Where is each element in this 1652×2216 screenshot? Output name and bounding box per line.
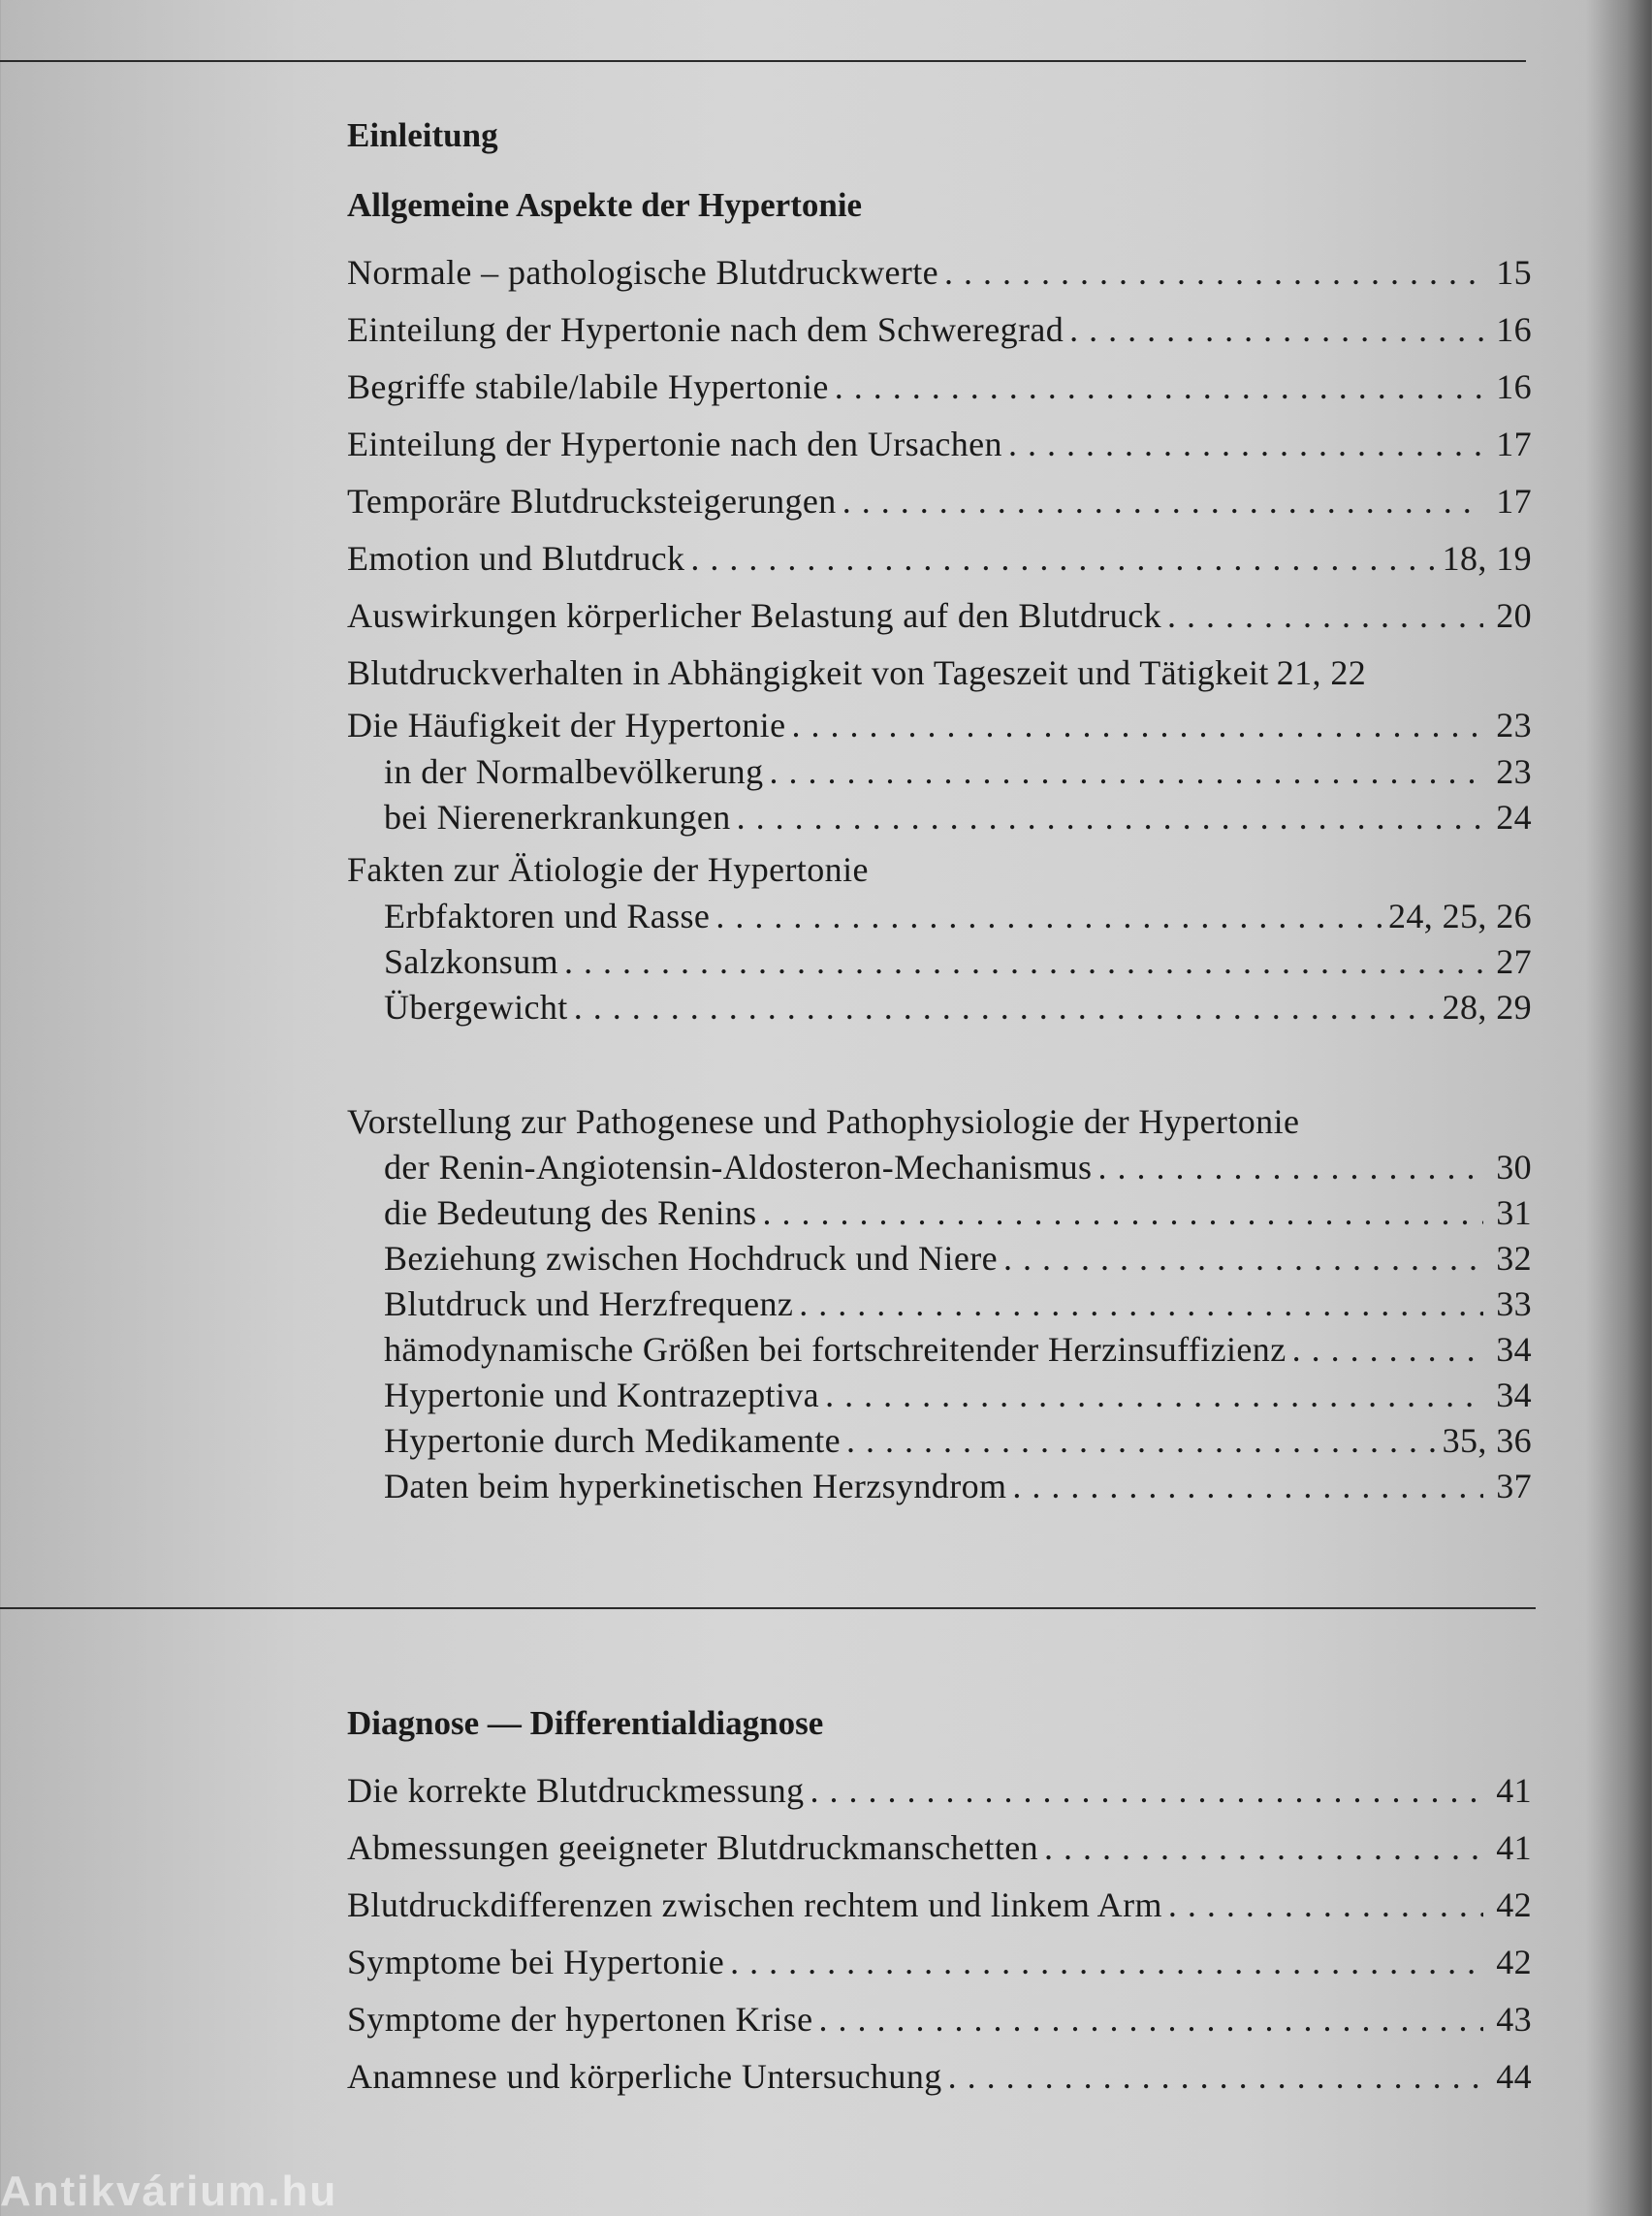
entry-title: Salzkonsum bbox=[384, 942, 558, 981]
toc-entry bbox=[347, 301, 1532, 359]
watermark: Antikvárium.hu bbox=[0, 2168, 338, 2215]
entry-page: 34 bbox=[1496, 1376, 1532, 1414]
toc-entry bbox=[347, 645, 1532, 702]
entry-page: 24, 25, 26 bbox=[1388, 897, 1532, 935]
toc-entry bbox=[347, 359, 1532, 416]
toc-entry-sub bbox=[347, 1190, 1532, 1236]
toc-entry bbox=[347, 2048, 1532, 2105]
dot-leader bbox=[810, 1762, 1484, 1820]
heading-einleitung: Einleitung bbox=[347, 116, 498, 154]
dot-leader bbox=[564, 939, 1483, 985]
toc-block-1 bbox=[347, 244, 1532, 1030]
entry-page: 43 bbox=[1496, 2000, 1532, 2039]
toc-entry bbox=[347, 244, 1532, 301]
toc-entry bbox=[347, 1991, 1532, 2048]
entry-page: 41 bbox=[1496, 1828, 1532, 1867]
dot-leader bbox=[1167, 587, 1483, 645]
entry-title: Erbfaktoren und Rasse bbox=[384, 897, 711, 935]
entry-page: 28, 29 bbox=[1442, 988, 1532, 1027]
entry-page: 35, 36 bbox=[1442, 1421, 1532, 1460]
dot-leader bbox=[690, 530, 1436, 587]
dot-leader bbox=[1044, 1820, 1483, 1877]
toc-entry-sub bbox=[347, 795, 1532, 845]
entry-title: Auswirkungen körperlicher Belastung auf den Blutdruck bbox=[347, 596, 1161, 635]
toc-entry bbox=[347, 587, 1532, 645]
entry-page: 42 bbox=[1496, 1885, 1532, 1924]
entry-page: 17 bbox=[1496, 425, 1532, 463]
entry-title: in der Normalbevölkerung bbox=[384, 752, 764, 791]
dot-leader bbox=[574, 985, 1437, 1030]
entry-title: Abmessungen geeigneter Blutdruckmanschetten bbox=[347, 1828, 1038, 1867]
toc-entry-sub bbox=[347, 1327, 1532, 1373]
dot-leader bbox=[799, 1282, 1483, 1327]
dot-leader bbox=[944, 244, 1483, 301]
dot-leader bbox=[1008, 416, 1483, 473]
dot-leader bbox=[1003, 1236, 1483, 1282]
entry-page: 21, 22 bbox=[1276, 653, 1367, 692]
dot-leader bbox=[1012, 1464, 1483, 1509]
entry-title: bei Nierenerkrankungen bbox=[384, 798, 731, 837]
entry-title: Normale – pathologische Blutdruckwerte bbox=[347, 253, 939, 292]
toc-entry-sub bbox=[347, 1145, 1532, 1190]
toc-entry bbox=[347, 530, 1532, 587]
toc-entry-sub bbox=[347, 1418, 1532, 1464]
entry-title: Daten beim hyperkinetischen Herzsyndrom bbox=[384, 1467, 1007, 1505]
toc-entry-sub bbox=[347, 939, 1532, 985]
toc-entry bbox=[347, 416, 1532, 473]
entry-title: hämodynamische Größen bei fortschreitender Herzinsuffizienz bbox=[384, 1330, 1287, 1369]
entry-title: die Bedeutung des Renins bbox=[384, 1193, 757, 1232]
toc-entry bbox=[347, 1877, 1532, 1934]
entry-page: 42 bbox=[1496, 1943, 1532, 1981]
dot-leader bbox=[1292, 1327, 1483, 1373]
entry-title: Vorstellung zur Pathogenese und Pathophysiologie der Hypertonie bbox=[347, 1102, 1300, 1141]
toc-entry-sub bbox=[347, 894, 1532, 939]
dot-leader bbox=[819, 1991, 1484, 2048]
dot-leader bbox=[715, 894, 1382, 939]
entry-page: 23 bbox=[1496, 706, 1532, 744]
heading-allgemeine-aspekte: Allgemeine Aspekte der Hypertonie bbox=[347, 186, 863, 224]
dot-leader bbox=[948, 2048, 1483, 2105]
entry-title: Einteilung der Hypertonie nach den Ursachen bbox=[347, 425, 1002, 463]
dot-leader bbox=[842, 473, 1483, 530]
entry-title: Übergewicht bbox=[384, 988, 568, 1027]
entry-page: 15 bbox=[1496, 253, 1532, 292]
dot-leader bbox=[825, 1373, 1483, 1418]
entry-page: 33 bbox=[1496, 1284, 1532, 1323]
dot-leader bbox=[730, 1934, 1483, 1991]
entry-title: Blutdruckdifferenzen zwischen rechtem und linkem Arm bbox=[347, 1885, 1162, 1924]
toc-entry-sub bbox=[347, 1464, 1532, 1509]
entry-page: 31 bbox=[1496, 1193, 1532, 1232]
toc-entry-sub bbox=[347, 1282, 1532, 1327]
entry-page: 16 bbox=[1496, 367, 1532, 406]
entry-page: 30 bbox=[1496, 1148, 1532, 1187]
toc-entry-sub bbox=[347, 985, 1532, 1030]
entry-title: Blutdruck und Herzfrequenz bbox=[384, 1284, 794, 1323]
entry-title: Fakten zur Ätiologie der Hypertonie bbox=[347, 850, 869, 889]
heading-diagnose: Diagnose — Differentialdiagnose bbox=[347, 1704, 824, 1742]
entry-title: Hypertonie und Kontrazeptiva bbox=[384, 1376, 820, 1414]
toc-block-2 bbox=[347, 1099, 1532, 1509]
entry-title: Hypertonie durch Medikamente bbox=[384, 1421, 842, 1460]
toc-block-3 bbox=[347, 1762, 1532, 2105]
entry-page: 16 bbox=[1496, 310, 1532, 349]
entry-title: Symptome der hypertonen Krise bbox=[347, 2000, 813, 2039]
entry-page: 20 bbox=[1496, 596, 1532, 635]
entry-page: 23 bbox=[1496, 752, 1532, 791]
toc-entry-sub bbox=[347, 749, 1532, 795]
toc-entry bbox=[347, 473, 1532, 530]
entry-page: 17 bbox=[1496, 482, 1532, 521]
entry-page: 41 bbox=[1496, 1771, 1532, 1810]
entry-title: Blutdruckverhalten in Abhängigkeit von Tageszeit und Tätigkeit bbox=[347, 653, 1269, 692]
top-rule bbox=[0, 60, 1526, 62]
dot-leader bbox=[770, 749, 1484, 795]
entry-page: 24 bbox=[1496, 798, 1532, 837]
toc-entry bbox=[347, 1934, 1532, 1991]
entry-page: 27 bbox=[1496, 942, 1532, 981]
dot-leader bbox=[1069, 301, 1483, 359]
toc-entry bbox=[347, 1820, 1532, 1877]
entry-title: Emotion und Blutdruck bbox=[347, 539, 685, 578]
entry-page: 18, 19 bbox=[1442, 539, 1532, 578]
toc-entry-sub bbox=[347, 1373, 1532, 1418]
entry-page: 32 bbox=[1496, 1239, 1532, 1278]
section-rule bbox=[0, 1607, 1536, 1609]
dot-leader bbox=[737, 795, 1483, 840]
entry-page: 44 bbox=[1496, 2057, 1532, 2096]
entry-title: Anamnese und körperliche Untersuchung bbox=[347, 2057, 942, 2096]
toc-entry-sub bbox=[347, 1236, 1532, 1282]
toc-entry bbox=[347, 702, 1532, 749]
toc-group-heading bbox=[347, 1099, 1532, 1145]
dot-leader bbox=[763, 1190, 1483, 1236]
entry-page: 34 bbox=[1496, 1330, 1532, 1369]
dot-leader bbox=[835, 359, 1483, 416]
entry-title: Einteilung der Hypertonie nach dem Schweregrad bbox=[347, 310, 1064, 349]
dot-leader bbox=[791, 702, 1483, 749]
entry-title: Temporäre Blutdrucksteigerungen bbox=[347, 482, 837, 521]
dot-leader bbox=[1168, 1877, 1483, 1934]
entry-title: Beziehung zwischen Hochdruck und Niere bbox=[384, 1239, 998, 1278]
entry-page: 37 bbox=[1496, 1467, 1532, 1505]
dot-leader bbox=[846, 1418, 1437, 1464]
entry-title: der Renin-Angiotensin-Aldosteron-Mechanismus bbox=[384, 1148, 1093, 1187]
toc-entry bbox=[347, 1762, 1532, 1820]
entry-title: Begriffe stabile/labile Hypertonie bbox=[347, 367, 829, 406]
dot-leader bbox=[1097, 1145, 1483, 1190]
entry-title: Die korrekte Blutdruckmessung bbox=[347, 1771, 805, 1810]
entry-title: Symptome bei Hypertonie bbox=[347, 1943, 725, 1981]
toc-group-heading bbox=[347, 845, 1532, 894]
entry-title: Die Häufigkeit der Hypertonie bbox=[347, 706, 786, 744]
